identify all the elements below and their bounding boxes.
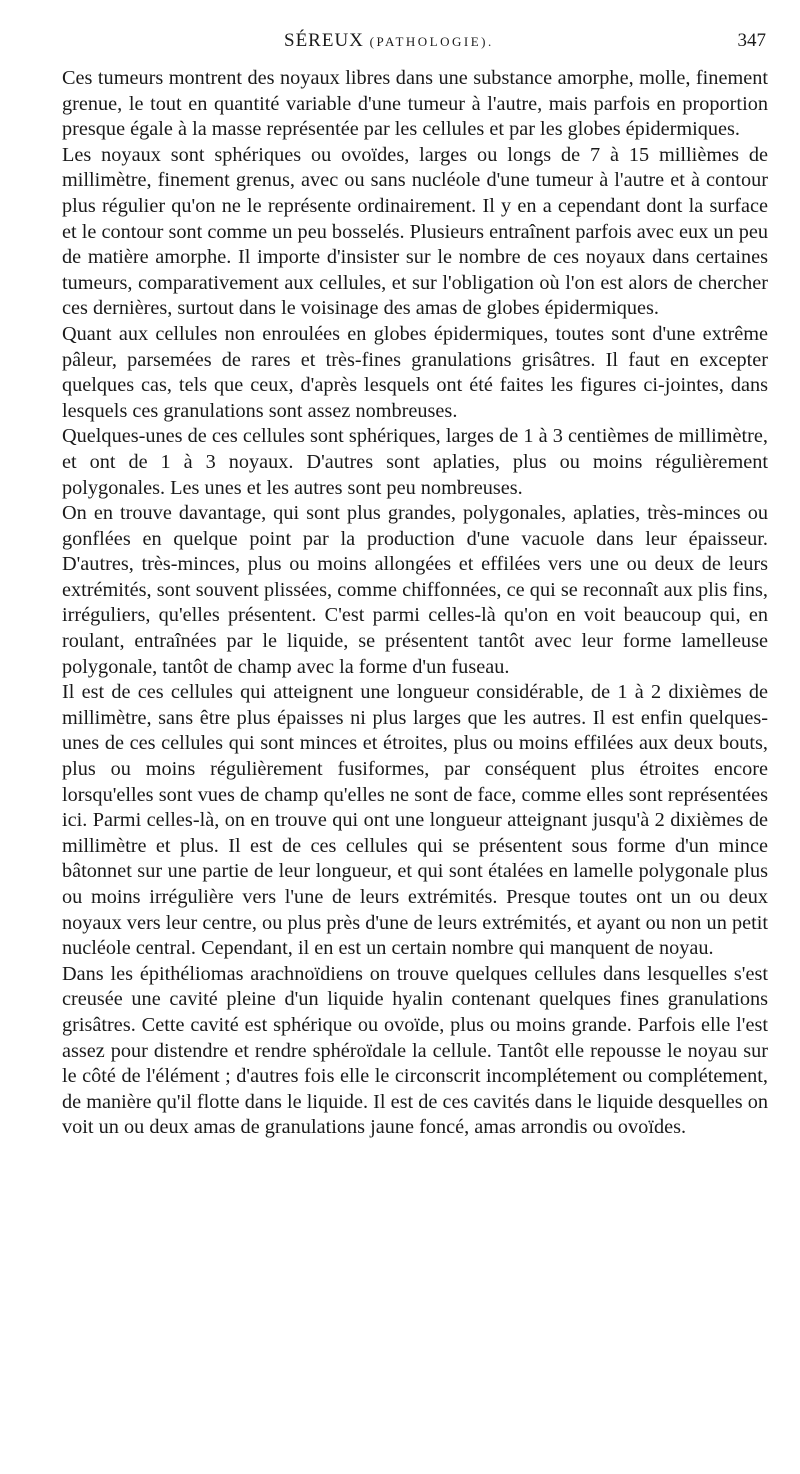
paragraph: Il est de ces cellules qui atteignent une longueur considérable, de 1 à 2 dixièmes de millimètre, sans être plus épaisses ni plus larges que les autres. Il est enfin quelques-unes de ces cellules qui sont minces et étroites, plus ou moins effilées aux deux bouts, plus ou moins régulièrement fusiformes, par conséquent plus étroites encore lorsqu'elles sont vues de champ qu'elles ne sont de face, comme elles sont représentées ici. Parmi celles-là, on en trouve qui ont une longueur atteignant jusqu'à 2 dixièmes de millimètre et plus. Il est de ces cellules qui se présentent sous forme d'un mince bâtonnet sur une partie de leur longueur, et qui sont étalées en lamelle polygonale plus ou moins irrégulière vers l'une de leurs extrémités. Presque toutes ont un ou deux noyaux vers leur centre, ou plus près d'une de leurs extrémités, et ayant ou non un petit nucléole central. Cependant, il en est un certain nombre qui manquent de noyau.	[62, 681, 768, 960]
page	[62, 30, 768, 1141]
paragraph: Quelques-unes de ces cellules sont sphériques, larges de 1 à 3 centièmes de millimètre, et ont de 1 à 3 noyaux. D'autres sont aplaties, plus ou moins régulièrement polygonales. Les unes et les autres sont peu nombreuses.	[62, 425, 768, 499]
running-head	[284, 30, 494, 52]
paragraph: Dans les épithéliomas arachnoïdiens on trouve quelques cellules dans lesquelles s'est creusée une cavité pleine d'un liquide hyalin contenant quelques fines granulations grisâtres. Cette cavité est sphérique ou ovoïde, plus ou moins grande. Parfois elle l'est assez pour distendre et rendre sphéroïdale la cellule. Tantôt elle repousse le noyau sur le côté de l'élément ; d'autres fois elle le circonscrit incomplétement ou complétement, de manière qu'il flotte dans le liquide. Il est de ces cavités dans le liquide desquelles on voit un ou deux amas de granulations jaune foncé, amas arrondis ou ovoïdes.	[62, 962, 768, 1139]
body-text	[62, 66, 768, 1141]
page-number: 347	[737, 30, 766, 51]
paragraph: On en trouve davantage, qui sont plus grandes, polygonales, aplaties, très-minces ou gonflées en quelque point par la production d'une vacuole dans leur épaisseur. D'autres, très-minces, plus ou moins allongées et effilées vers une ou deux de leurs extrémités, sont souvent plissées, comme chiffonnées, ce qui se reconnaît aux plis fins, irréguliers, qu'elles présentent. C'est parmi celles-là qu'on en voit beaucoup qui, en roulant, entraînées par le liquide, se présentent tantôt avec leur forme lamelleuse polygonale, tantôt de champ avec la forme d'un fuseau.	[62, 502, 768, 678]
page-header	[62, 30, 768, 60]
paragraph: Les noyaux sont sphériques ou ovoïdes, larges ou longs de 7 à 15 millièmes de millimètre, finement grenus, avec ou sans nucléole d'une tumeur à l'autre et à contour plus régulier qu'on ne le représente ordinairement. Il y en a cependant dont la surface et le contour sont comme un peu bosselés. Plusieurs entraînent parfois avec eux un peu de matière amorphe. Il importe d'insister sur le nombre de ces noyaux dans certaines tumeurs, comparativement aux cellules, et sur l'obligation où l'on est alors de chercher ces dernières, surtout dans le voisinage des amas de globes épidermiques.	[62, 143, 768, 320]
running-subtitle: (PATHOLOGIE).	[369, 34, 494, 49]
paragraph: Ces tumeurs montrent des noyaux libres dans une substance amorphe, molle, finement grenue, le tout en quantité variable d'une tumeur à l'autre, mais parfois en proportion presque égale à la masse représentée par les cellules et par les globes épidermiques.	[62, 67, 768, 141]
running-title: SÉREUX	[284, 30, 364, 51]
paragraph: Quant aux cellules non enroulées en globes épidermiques, toutes sont d'une extrême pâleur, parsemées de rares et très-fines granulations grisâtres. Il faut en excepter quelques cas, tels que ceux, d'après lesquels ont été faites les figures ci-jointes, dans lesquels ces granulations sont assez nombreuses.	[62, 322, 768, 422]
